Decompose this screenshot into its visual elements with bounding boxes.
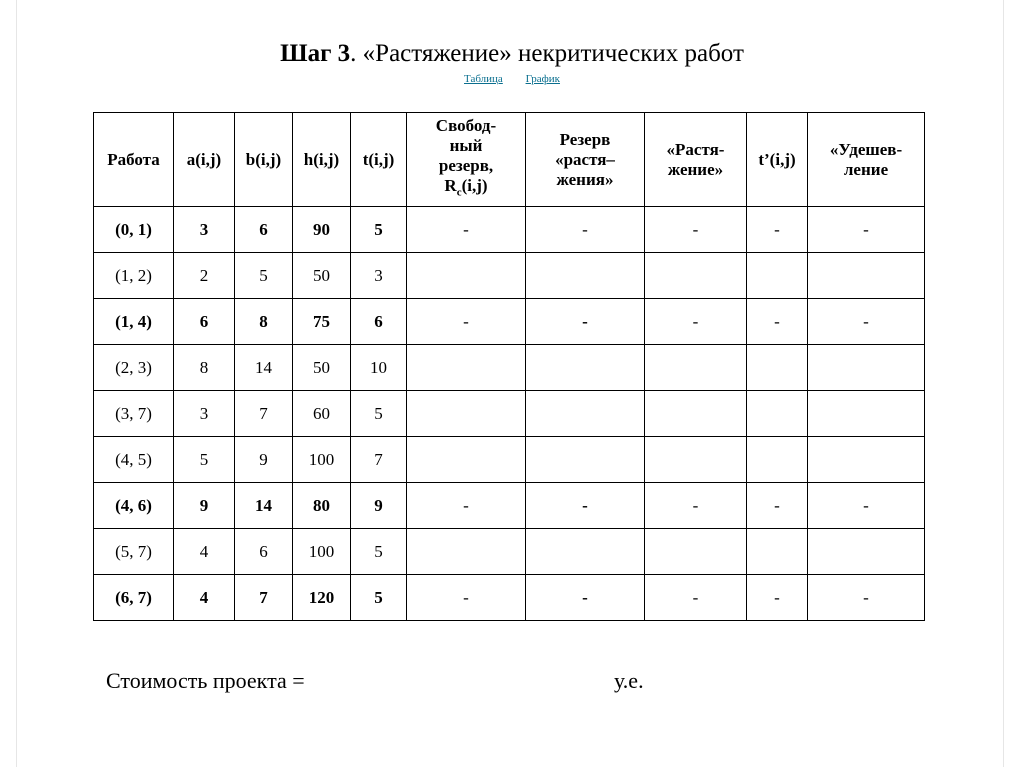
header-a: a(i,j) — [174, 113, 235, 207]
cell-cheapening: - — [808, 575, 925, 621]
cell-a: 5 — [174, 437, 235, 483]
header-row — [94, 113, 925, 207]
cell-a: 2 — [174, 253, 235, 299]
header-free-reserve-sub: c — [456, 186, 462, 199]
cell-cheapening — [808, 345, 925, 391]
header-stretch — [645, 113, 747, 207]
cell-t: 6 — [351, 299, 407, 345]
cell-free-reserve: - — [407, 207, 526, 253]
cell-a: 3 — [174, 391, 235, 437]
cell-work: (6, 7) — [94, 575, 174, 621]
cell-a: 4 — [174, 575, 235, 621]
cell-h: 50 — [293, 345, 351, 391]
cell-stretch-reserve: - — [526, 575, 645, 621]
header-free-reserve-r: R — [444, 176, 457, 196]
cell-t-prime: - — [747, 299, 808, 345]
cell-h: 100 — [293, 437, 351, 483]
table-row — [94, 437, 925, 483]
cell-free-reserve — [407, 437, 526, 483]
cell-t-prime — [747, 529, 808, 575]
cell-free-reserve: - — [407, 575, 526, 621]
cell-stretch-reserve — [526, 437, 645, 483]
header-b: b(i,j) — [235, 113, 293, 207]
table-row — [94, 345, 925, 391]
table-row — [94, 529, 925, 575]
cell-work: (4, 5) — [94, 437, 174, 483]
page-title — [0, 40, 1024, 68]
header-stretch-l2: жение» — [667, 159, 724, 179]
cell-stretch: - — [645, 483, 747, 529]
cell-free-reserve — [407, 391, 526, 437]
cell-a: 4 — [174, 529, 235, 575]
cell-h: 80 — [293, 483, 351, 529]
cell-cheapening — [808, 253, 925, 299]
header-stretch-l1: «Растя- — [666, 139, 725, 159]
header-h: h(i,j) — [293, 113, 351, 207]
cell-stretch — [645, 253, 747, 299]
cell-h: 75 — [293, 299, 351, 345]
cell-h: 90 — [293, 207, 351, 253]
table-row — [94, 299, 925, 345]
header-stretch-reserve-l2: «растя– — [555, 149, 615, 169]
cell-stretch — [645, 529, 747, 575]
cell-cheapening: - — [808, 483, 925, 529]
title-text: . «Растяжение» некритических работ — [350, 40, 744, 67]
cell-work: (2, 3) — [94, 345, 174, 391]
cell-work: (1, 4) — [94, 299, 174, 345]
cell-stretch: - — [645, 575, 747, 621]
cell-stretch-reserve — [526, 391, 645, 437]
cell-work: (0, 1) — [94, 207, 174, 253]
project-cost-label: Стоимость проекта = — [106, 668, 305, 693]
cell-stretch — [645, 437, 747, 483]
cell-work: (5, 7) — [94, 529, 174, 575]
cell-b: 14 — [235, 483, 293, 529]
cell-stretch-reserve — [526, 529, 645, 575]
cell-t-prime — [747, 437, 808, 483]
header-free-reserve-l1: Свобод- — [435, 116, 497, 136]
cell-h: 50 — [293, 253, 351, 299]
cell-cheapening: - — [808, 207, 925, 253]
cell-free-reserve — [407, 253, 526, 299]
cell-stretch — [645, 391, 747, 437]
cell-stretch: - — [645, 207, 747, 253]
cell-t-prime: - — [747, 207, 808, 253]
header-stretch-reserve — [526, 113, 645, 207]
table-row — [94, 207, 925, 253]
header-stretch-reserve-l1: Резерв — [559, 129, 611, 149]
cell-a: 3 — [174, 207, 235, 253]
cell-stretch-reserve: - — [526, 207, 645, 253]
cell-t-prime: - — [747, 483, 808, 529]
cell-stretch-reserve: - — [526, 299, 645, 345]
cell-t: 7 — [351, 437, 407, 483]
cell-work: (1, 2) — [94, 253, 174, 299]
cell-t: 9 — [351, 483, 407, 529]
header-free-reserve — [407, 113, 526, 207]
header-cheapening-l2: ление — [843, 159, 889, 179]
header-cheapening-l1: «Удешев- — [829, 139, 903, 159]
cell-free-reserve — [407, 345, 526, 391]
header-free-reserve-args: (i,j) — [461, 176, 488, 196]
cell-stretch-reserve: - — [526, 483, 645, 529]
cell-t-prime — [747, 345, 808, 391]
header-t-prime: t’(i,j) — [747, 113, 808, 207]
cell-h: 60 — [293, 391, 351, 437]
cell-b: 9 — [235, 437, 293, 483]
cell-cheapening — [808, 529, 925, 575]
cell-stretch — [645, 345, 747, 391]
cell-cheapening — [808, 437, 925, 483]
cell-a: 6 — [174, 299, 235, 345]
nav-links — [0, 73, 1024, 85]
cell-work: (4, 6) — [94, 483, 174, 529]
cell-work: (3, 7) — [94, 391, 174, 437]
table-row — [94, 575, 925, 621]
cell-t-prime: - — [747, 575, 808, 621]
cell-cheapening — [808, 391, 925, 437]
cell-a: 8 — [174, 345, 235, 391]
table-row — [94, 391, 925, 437]
cell-stretch-reserve — [526, 253, 645, 299]
cell-t: 5 — [351, 391, 407, 437]
header-work: Работа — [94, 113, 174, 207]
title-step: Шаг 3 — [280, 40, 351, 67]
cell-cheapening: - — [808, 299, 925, 345]
cell-b: 7 — [235, 575, 293, 621]
chart-link[interactable]: График — [525, 73, 560, 85]
cell-t: 5 — [351, 575, 407, 621]
header-t: t(i,j) — [351, 113, 407, 207]
table-row — [94, 253, 925, 299]
cell-b: 5 — [235, 253, 293, 299]
cell-t-prime — [747, 391, 808, 437]
table-row — [94, 483, 925, 529]
cell-b: 6 — [235, 207, 293, 253]
project-cost-unit: у.е. — [614, 668, 644, 693]
cell-free-reserve: - — [407, 299, 526, 345]
cell-b: 8 — [235, 299, 293, 345]
cell-b: 7 — [235, 391, 293, 437]
cell-t: 5 — [351, 529, 407, 575]
cell-free-reserve: - — [407, 483, 526, 529]
cell-t: 3 — [351, 253, 407, 299]
header-stretch-reserve-l3: жения» — [556, 169, 614, 189]
works-table — [93, 112, 925, 621]
cell-h: 120 — [293, 575, 351, 621]
table-link[interactable]: Таблица — [464, 73, 503, 85]
header-free-reserve-l2: ный — [449, 136, 483, 156]
cell-stretch: - — [645, 299, 747, 345]
cell-stretch-reserve — [526, 345, 645, 391]
header-cheapening — [808, 113, 925, 207]
cell-free-reserve — [407, 529, 526, 575]
cell-h: 100 — [293, 529, 351, 575]
cell-t: 5 — [351, 207, 407, 253]
cell-t: 10 — [351, 345, 407, 391]
cell-a: 9 — [174, 483, 235, 529]
header-free-reserve-l3: резерв, — [438, 156, 494, 176]
cell-t-prime — [747, 253, 808, 299]
cell-b: 6 — [235, 529, 293, 575]
cell-b: 14 — [235, 345, 293, 391]
